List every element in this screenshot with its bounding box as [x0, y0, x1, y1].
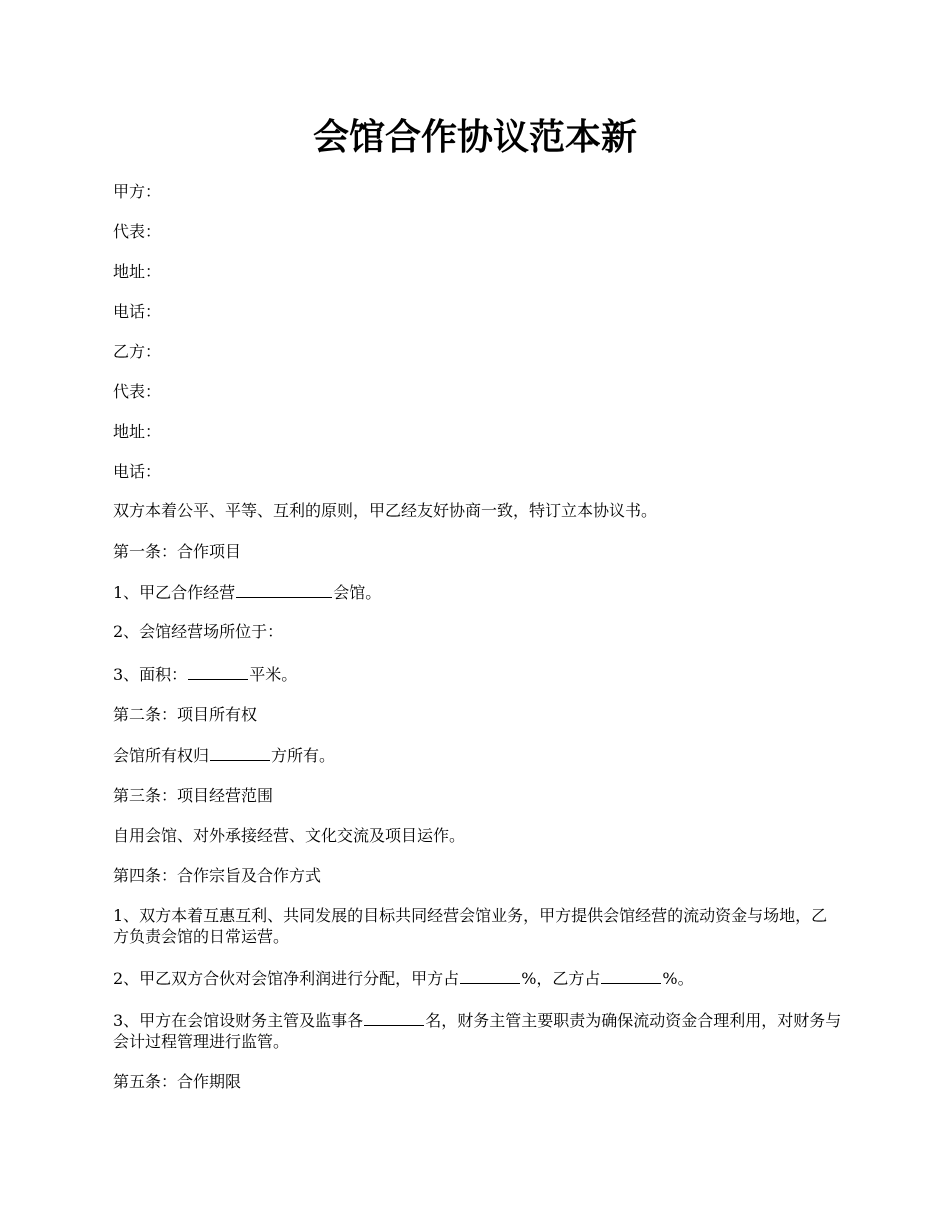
- article4-item2: [113, 967, 843, 989]
- party-a-rep-label: 代表：: [113, 222, 162, 241]
- article4-item3-pre: 3、甲方在会馆设财务主管及监事各: [113, 1011, 364, 1030]
- article4-item3-post: 名，财务主管主要职责为确保流动资金合理利用，对财务与会计过程管理进行监管。: [113, 1011, 842, 1051]
- party-b-address-label: 地址：: [113, 422, 162, 441]
- party-b-phone-label: 电话：: [113, 462, 162, 481]
- article1-heading: 第一条：合作项目: [113, 542, 242, 561]
- document-title: 会馆合作协议范本新: [312, 116, 637, 158]
- article5-heading: 第五条：合作期限: [113, 1072, 242, 1091]
- article1-item1: [113, 581, 843, 603]
- article3-heading: 第三条：项目经营范围: [113, 786, 274, 805]
- party-a-phone-label: 电话：: [113, 302, 162, 321]
- article2-text-pre: 会馆所有权归: [113, 746, 210, 765]
- article2-text-post: 方所有。: [271, 746, 336, 765]
- article3-text: 自用会馆、对外承接经营、文化交流及项目运作。: [113, 826, 466, 845]
- blank-owner: [210, 744, 270, 761]
- article2-heading: 第二条：项目所有权: [113, 705, 258, 724]
- article1-item3: [113, 663, 843, 685]
- article4-item2-pre: 2、甲乙双方合伙对会馆净利润进行分配，甲方占: [113, 969, 460, 988]
- article1-item3-pre: 3、面积：: [113, 665, 188, 684]
- article1-item2: 2、会馆经营场所位于：: [113, 622, 284, 641]
- article4-item2-post: %。: [662, 969, 694, 988]
- blank-party-a-share: [460, 967, 520, 984]
- party-a-name-label: 甲方：: [113, 182, 162, 201]
- blank-party-b-share: [601, 967, 661, 984]
- article4-item3: [113, 1009, 843, 1052]
- party-b-name-label: 乙方：: [113, 342, 162, 361]
- party-a-address-label: 地址：: [113, 262, 162, 281]
- preamble-paragraph: 双方本着公平、平等、互利的原则，甲乙经友好协商一致，特订立本协议书。: [113, 501, 658, 520]
- article1-item1-pre: 1、甲乙合作经营: [113, 583, 236, 602]
- blank-staff-count: [364, 1009, 424, 1026]
- article4-item1: 1、双方本着互惠互利、共同发展的目标共同经营会馆业务，甲方提供会馆经营的流动资金与场地，乙方负责会馆的日常运营。: [113, 906, 828, 946]
- blank-area: [188, 663, 248, 680]
- article4-heading: 第四条：合作宗旨及合作方式: [113, 866, 322, 885]
- article1-item1-post: 会馆。: [333, 583, 382, 602]
- article1-item3-post: 平米。: [249, 665, 298, 684]
- party-b-rep-label: 代表：: [113, 382, 162, 401]
- article2-text: [113, 744, 843, 766]
- article4-item2-mid: %，乙方占: [521, 969, 601, 988]
- blank-club-name: [236, 581, 332, 598]
